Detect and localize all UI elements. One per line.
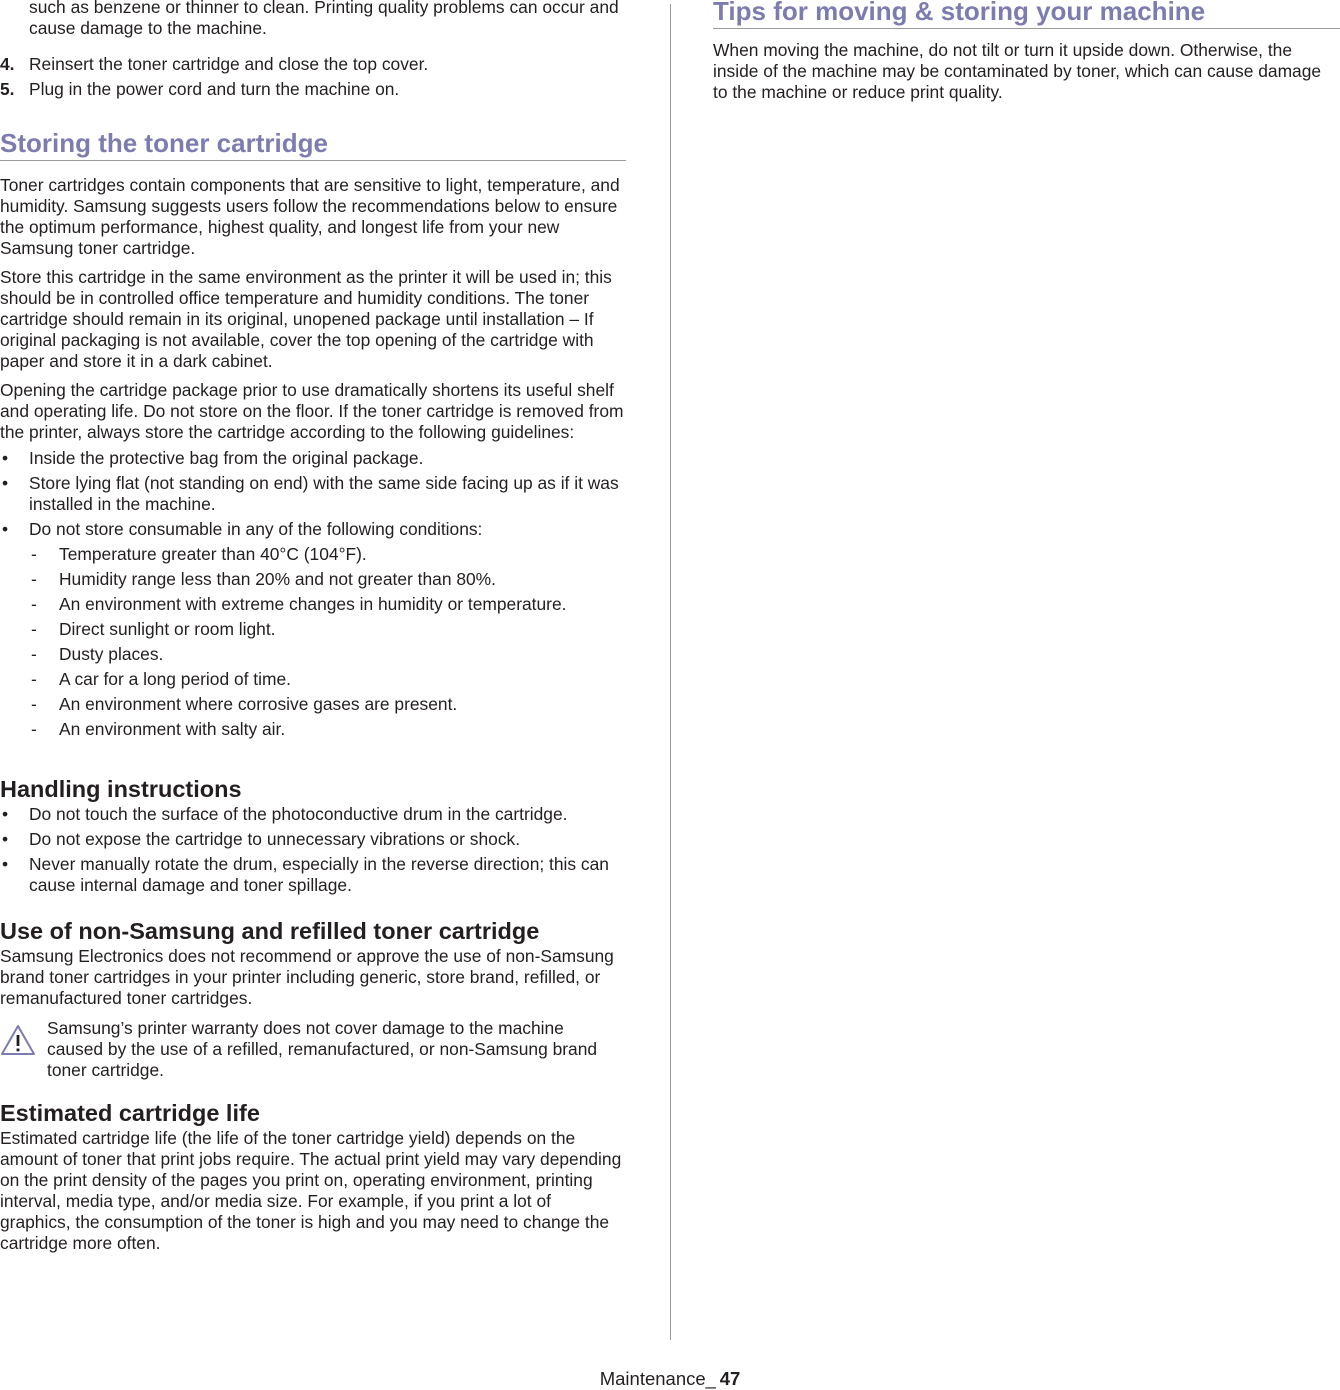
life-heading: Estimated cartridge life [0,1100,260,1126]
step-text: Plug in the power cord and turn the machine on. [29,79,400,99]
non-samsung-heading: Use of non-Samsung and refilled toner cartridge [0,918,540,944]
moving-para: When moving the machine, do not tilt or turn it upside down. Otherwise, the inside of the machine may be contaminated by toner, which can cause damage to the machine or reduce print quality. [713,40,1322,102]
column-divider [670,4,671,1340]
storing-section [0,128,626,744]
right-column [713,0,1340,103]
page-footer [0,1368,1340,1390]
handling-heading: Handling instructions [0,776,242,802]
list-item: • Never manually rotate the drum, especially in the reverse direction; this can cause internal damage and toner spillage. [0,854,626,896]
storing-bullets [0,448,626,540]
warning-text: Samsung’s printer warranty does not cover damage to the machine caused by the use of a refilled, remanufactured, or non-Samsung brand toner cartridge. [47,1018,598,1080]
list-item: • Inside the protective bag from the original package. [0,448,626,469]
list-item: • Do not store consumable in any of the following conditions: [0,519,626,540]
storage-conditions [0,544,626,744]
list-item: - An environment with salty air. [0,719,626,744]
storing-heading: Storing the toner cartridge [0,128,626,161]
non-samsung-section [0,917,626,1009]
list-item: - An environment where corrosive gases are present. [0,694,626,719]
list-item: - Dusty places. [0,644,626,669]
list-item: • Store lying flat (not standing on end) with the same side facing up as if it was installed in the machine. [0,473,626,515]
storing-para-1: Toner cartridges contain components that are sensitive to light, temperature, and humidity. Samsung suggests users follow the recommendations below to ensure the optimum performance, highest quality, and longest life from your new Samsung toner cartridge. [0,175,620,258]
list-item: - Temperature greater than 40°C (104°F). [0,544,626,569]
storing-para-3: Opening the cartridge package prior to use dramatically shortens its useful shelf and operating life. Do not store on the floor. If the toner cartridge is removed from the printer, always store the cartridge according to the following guidelines: [0,380,624,442]
non-samsung-para: Samsung Electronics does not recommend or approve the use of non-Samsung brand toner cartridges in your printer including generic, store brand, refilled, or remanufactured toner cartridges. [0,946,614,1008]
list-item: • Do not expose the cartridge to unnecessary vibrations or shock. [0,829,626,850]
storing-para-2: Store this cartridge in the same environment as the printer it will be used in; this should be in controlled office temperature and humidity conditions. The toner cartridge should remain in its original, unopened package until installation – If original packaging is not available, cover the top opening of the cartridge with paper and store it in a dark cabinet. [0,267,612,371]
list-item: - Direct sunlight or room light. [0,619,626,644]
page-number: 47 [719,1368,741,1389]
handling-section [0,775,626,900]
list-item: • Do not touch the surface of the photoconductive drum in the cartridge. [0,804,626,825]
moving-heading: Tips for moving & storing your machine [713,0,1340,29]
list-item: - An environment with extreme changes in humidity or temperature. [0,594,626,619]
life-para: Estimated cartridge life (the life of the toner cartridge yield) depends on the amount of toner that print jobs require. The actual print yield may vary depending on the print density of the pages you print on, operating environment, printing interval, media type, and/or media size. For example, if you print a lot of graphics, the consumption of the toner is high and you may need to change the cartridge more often. [0,1128,622,1253]
list-item: - A car for a long period of time. [0,669,626,694]
warning-icon [0,1024,36,1056]
footer-section: Maintenance_ [599,1368,716,1389]
step-number: 5. [0,79,15,99]
life-section [0,1099,626,1254]
step-text: Reinsert the toner cartridge and close the top cover. [29,54,429,74]
step-number: 4. [0,54,15,74]
list-item: - Humidity range less than 20% and not greater than 80%. [0,569,626,594]
handling-bullets [0,804,626,896]
continued-text: such as benzene or thinner to clean. Printing quality problems can occur and cause damage to the machine. [29,0,619,38]
